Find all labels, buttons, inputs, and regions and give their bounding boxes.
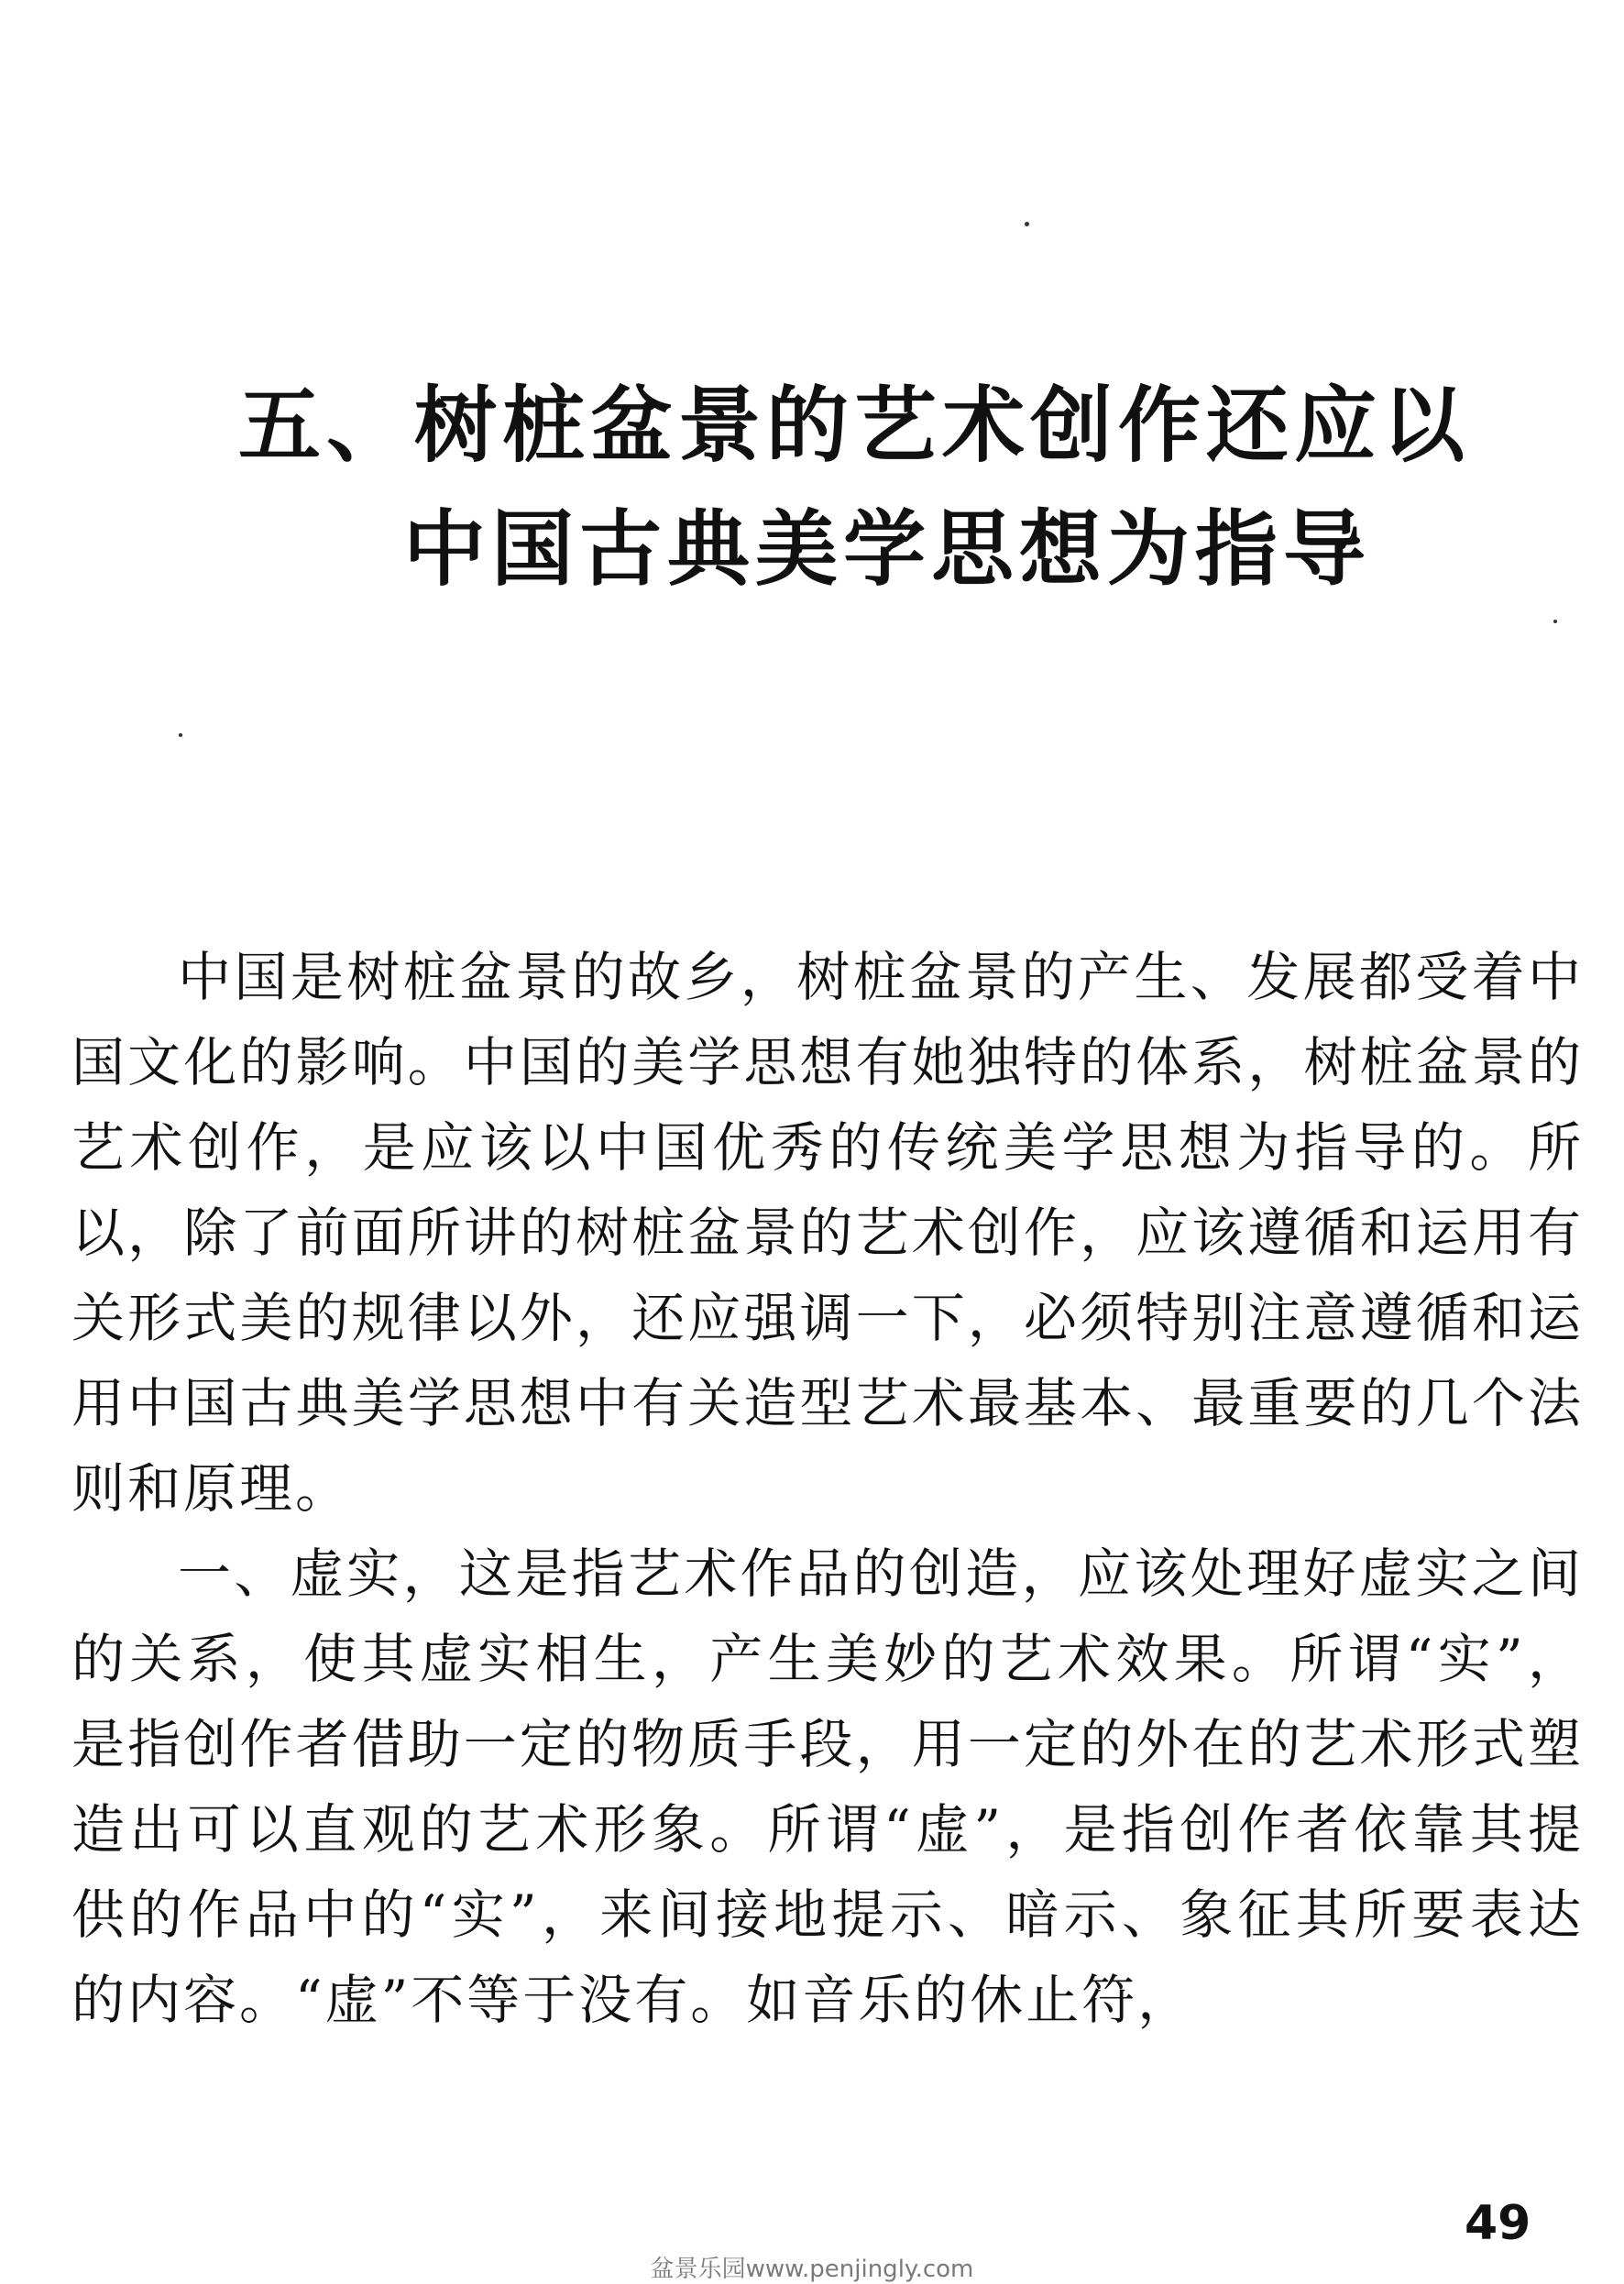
paragraph-2: 一、虚实，这是指艺术作品的创造，应该处理好虚实之间的关系，使其虚实相生，产生美妙的艺术效果。所谓“实”，是指创作者借助一定的物质手段，用一定的外在的艺术形式塑造出可以直观的艺术形象。所谓“虚”，是指创作者依靠其提供的作品中的“实”，来间接地提示、暗示、象征其所要表达的内容。“虚”不等于没有。如音乐的休止符，	[71, 1543, 1584, 2031]
print-speck	[1553, 620, 1557, 623]
paragraph-1: 中国是树桩盆景的故乡，树桩盆景的产生、发展都受着中国文化的影响。中国的美学思想有她独特的体系，树桩盆景的艺术创作，是应该以中国优秀的传统美学思想为指导的。所以，除了前面所讲的树桩盆景的艺术创作，应该遵循和运用有关形式美的规律以外，还应强调一下，必须特别注意遵循和运用中国古典美学思想中有关造型艺术最基本、最重要的几个法则和原理。	[71, 946, 1584, 1520]
chapter-title-line-2: 中国古典美学思想为指导	[403, 501, 1371, 598]
print-speck	[1025, 222, 1029, 226]
page-number: 49	[1465, 2196, 1531, 2251]
print-speck	[179, 733, 182, 737]
watermark: 盆景乐园www.penjingly.com	[650, 2256, 974, 2283]
body-text	[71, 935, 1584, 2043]
chapter-title-line-1: 五、树桩盆景的艺术创作还应以	[238, 378, 1470, 474]
